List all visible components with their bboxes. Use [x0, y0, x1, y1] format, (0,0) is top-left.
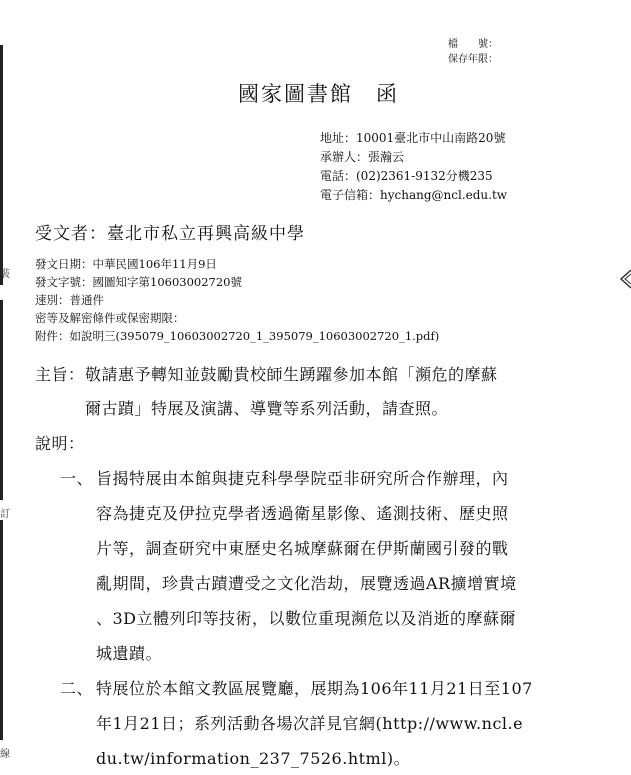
binding-line [0, 45, 3, 285]
item-1-line: 容為捷克及伊拉克學者透過衛星影像、遙測技術、歷史照 [96, 504, 509, 523]
item-1-number: 一、 [60, 469, 94, 488]
item-1-line: 亂期間，珍貴古蹟遭受之文化浩劫，展覽透過AR擴增實境 [96, 574, 517, 593]
item-2-line: du.tw/information_237_7526.html)。 [96, 749, 411, 768]
address: 地址：10001臺北市中山南路20號 [320, 131, 506, 145]
item-2-line: 特展位於本館文教區展覽廳，展期為106年11月21日至107 [96, 679, 533, 698]
contact-person: 承辦人：張瀚云 [320, 150, 405, 164]
margin-mark-top: 裝 [0, 269, 10, 280]
retention-period-label: 保存年限： [448, 54, 498, 65]
item-1-line: 城遺蹟。 [96, 644, 163, 663]
margin-mark-mid: 訂 [0, 509, 10, 520]
phone: 電話：(02)2361-9132分機235 [320, 169, 493, 183]
explanation-label: 說明： [35, 434, 85, 453]
item-1-line: 、3D立體列印等技術，以數位重現瀕危以及消逝的摩蘇爾 [96, 609, 517, 628]
binding-line [0, 520, 3, 740]
email: 電子信箱：hychang@ncl.edu.tw [320, 188, 508, 202]
attachment: 附件：如說明三(395079_10603002720_1_395079_10603002720_1.pdf) [35, 329, 440, 343]
security-level: 密等及解密條件或保密期限： [35, 311, 185, 325]
item-2-number: 二、 [60, 679, 94, 698]
item-1-line: 旨揭特展由本館與捷克科學學院亞非研究所合作辦理，內 [96, 469, 509, 488]
binding-line [0, 300, 3, 500]
issue-date: 發文日期：中華民國106年11月9日 [35, 257, 217, 271]
document-number: 發文字號：國圖知字第10603002720號 [35, 275, 242, 289]
recipient: 受文者：臺北市私立再興高級中學 [35, 224, 305, 244]
delivery-speed: 速別：普通件 [35, 293, 104, 307]
item-2-line: 年1月21日；系列活動各場次詳見官網(http://www.ncl.e [96, 714, 524, 733]
right-edge-diamond-icon [617, 268, 631, 290]
subject-line-2: 爾古蹟」特展及演講、導覽等系列活動，請查照。 [85, 399, 449, 418]
subject-label: 主旨： [35, 365, 85, 384]
subject-line-1: 敬請惠予轉知並鼓勵貴校師生踴躍參加本館「瀕危的摩蘇 [85, 365, 498, 384]
margin-mark-bottom: 線 [0, 749, 10, 760]
file-number-label: 檔 號： [448, 39, 498, 50]
document-title: 國家圖書館 函 [238, 82, 399, 106]
item-1-line: 片等，調查研究中東歷史名城摩蘇爾在伊斯蘭國引發的戰 [96, 539, 509, 558]
